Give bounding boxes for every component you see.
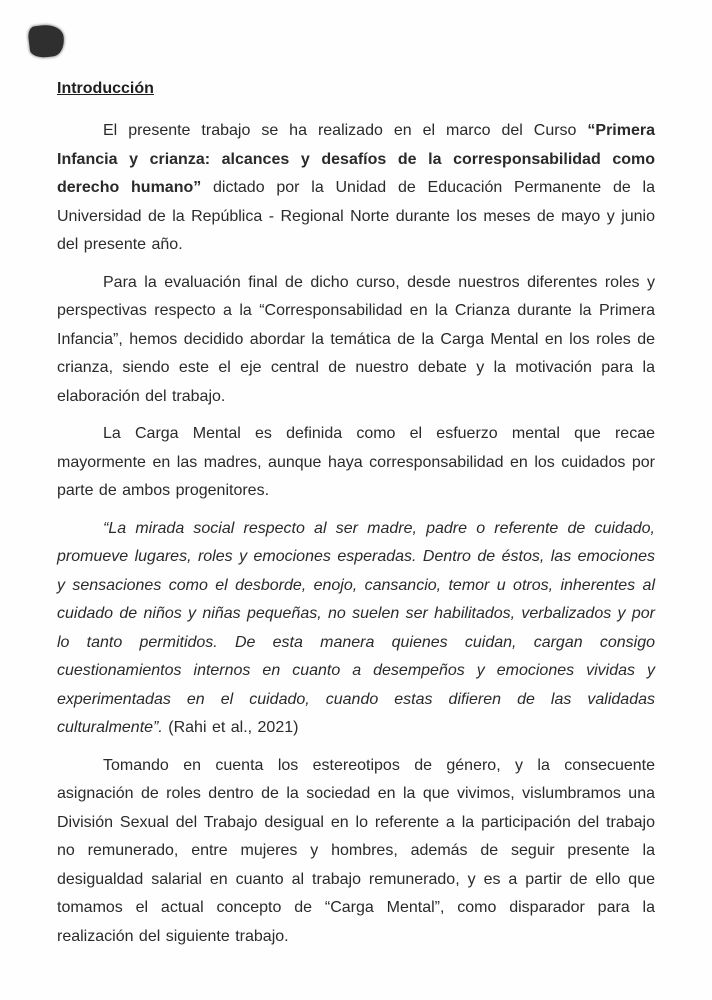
- paragraph-1-course-title-bold: “Primera Infancia y crianza: alcances y desafíos de la corresponsabilidad como derecho humano”: [57, 122, 655, 196]
- paragraph-3: La Carga Mental es definida como el esfuerzo mental que recae mayormente en las madres, aunque haya corresponsabilidad en los cuidados por parte de ambos progenitores.: [57, 425, 655, 499]
- scan-corner-artifact-mark: [27, 23, 66, 59]
- paragraph-quote: [57, 515, 655, 743]
- paragraph-1: [57, 117, 655, 260]
- paragraph-1-tail: dictado por la Unidad de Educación Permanente de la Universidad de la República - Regional Norte durante los meses de mayo y junio del presente año.: [57, 179, 655, 253]
- paragraph-5: Tomando en cuenta los estereotipos de género, y la consecuente asignación de roles dentro de la sociedad en la que vivimos, vislumbramos una División Sexual del Trabajo desigual en lo referente a la participación del trabajo no remunerado, entre mujeres y hombres, además de seguir presente la desigualdad salarial en cuanto al trabajo remunerado, y es a partir de ello que tomamos el actual concepto de “Carga Mental”, como disparador para la realización del siguiente trabajo.: [57, 756, 655, 945]
- quote-italic-text: “La mirada social respecto al ser madre, padre o referente de cuidado, promueve lugares, roles y emociones esperadas. Dentro de éstos, las emociones y sensaciones como el desborde, enojo, cansancio, temor u otros, inherentes al cuidado de niños y niñas pequeñas, no suelen ser habilitados, verbalizados y por lo tanto permitidos. De esta manera quienes cuidan, cargan consigo cuestionamientos internos en cuanto a desempeños y emociones vividas y experimentadas en el cuidado, cuando estas difieren de las validadas culturalmente”.: [57, 519, 655, 736]
- quote-citation: (Rahi et al., 2021): [162, 719, 299, 736]
- document-content: [57, 78, 655, 960]
- paragraph-1-lead: El presente trabajo se ha realizado en el marco del Curso: [103, 122, 588, 139]
- section-heading-introduccion: Introducción: [57, 80, 154, 97]
- paragraph-2: Para la evaluación final de dicho curso, desde nuestros diferentes roles y perspectivas respecto a la “Corresponsabilidad en la Crianza durante la Primera Infancia”, hemos decidido abordar la temática de la Carga Mental en los roles de crianza, siendo este el eje central de nuestro debate y la motivación para la elaboración del trabajo.: [57, 273, 655, 405]
